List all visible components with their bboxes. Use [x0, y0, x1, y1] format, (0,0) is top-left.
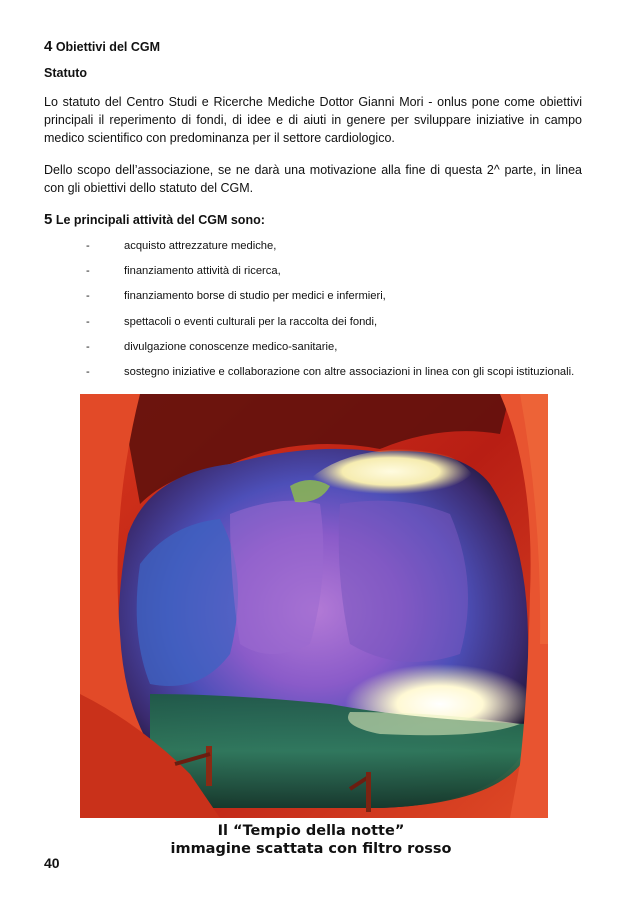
list-item: [0, 237, 622, 262]
list-item: [0, 363, 622, 388]
bullet-dash: -: [86, 315, 90, 328]
list-item: [0, 262, 622, 287]
section-4-subtitle: Statuto: [44, 66, 88, 80]
section-4-number: 4: [44, 38, 53, 55]
bullet-dash: -: [86, 290, 90, 303]
list-item: [0, 338, 622, 363]
bullet-dash: -: [86, 265, 90, 278]
bullet-dash: -: [86, 240, 90, 252]
statute-paragraph: Lo statuto del Centro Studi e Ricerche Mediche Dottor Gianni Mori - onlus pone come obiettivi principali il reperimento di fondi, di idee e di aiuti in genere per sviluppare iniziative in campo medico scientifico con predominanza per il settore cardiologico.: [44, 95, 582, 145]
page-number: 40: [44, 855, 60, 871]
section-5-heading: [44, 211, 265, 228]
bullet-dash: -: [86, 340, 90, 353]
purpose-paragraph: Dello scopo dell’associazione, se ne darà una motivazione alla fine di questa 2^ parte, in linea con gli obiettivi dello statuto del CGM.: [44, 163, 582, 195]
list-item-text: spettacoli o eventi culturali per la raccolta dei fondi,: [124, 315, 378, 328]
section-4-title: Obiettivi del CGM: [55, 40, 161, 54]
bullet-dash: -: [86, 365, 90, 378]
cave-photo: [80, 394, 548, 818]
list-item-text: finanziamento borse di studio per medici e infermieri,: [124, 290, 386, 303]
section-5-title: Le principali attività del CGM sono:: [55, 213, 265, 227]
cave-photo-illustration: [80, 394, 548, 818]
list-item-text: acquisto attrezzature mediche,: [124, 240, 277, 252]
section-5-number: 5: [44, 211, 53, 228]
list-item-text: finanziamento attività di ricerca,: [124, 265, 281, 278]
list-item: [0, 313, 622, 338]
list-item-text: divulgazione conoscenze medico-sanitarie,: [124, 340, 338, 353]
activities-list: [0, 237, 622, 388]
list-item-text: sostegno iniziative e collaborazione con altre associazioni in linea con gli scopi istituzionali.: [124, 365, 575, 378]
section-4-heading: [44, 38, 160, 55]
photo-caption-title: Il “Tempio della notte”: [217, 823, 405, 839]
photo-caption-subtitle: immagine scattata con filtro rosso: [170, 841, 452, 857]
list-item: [0, 287, 622, 312]
